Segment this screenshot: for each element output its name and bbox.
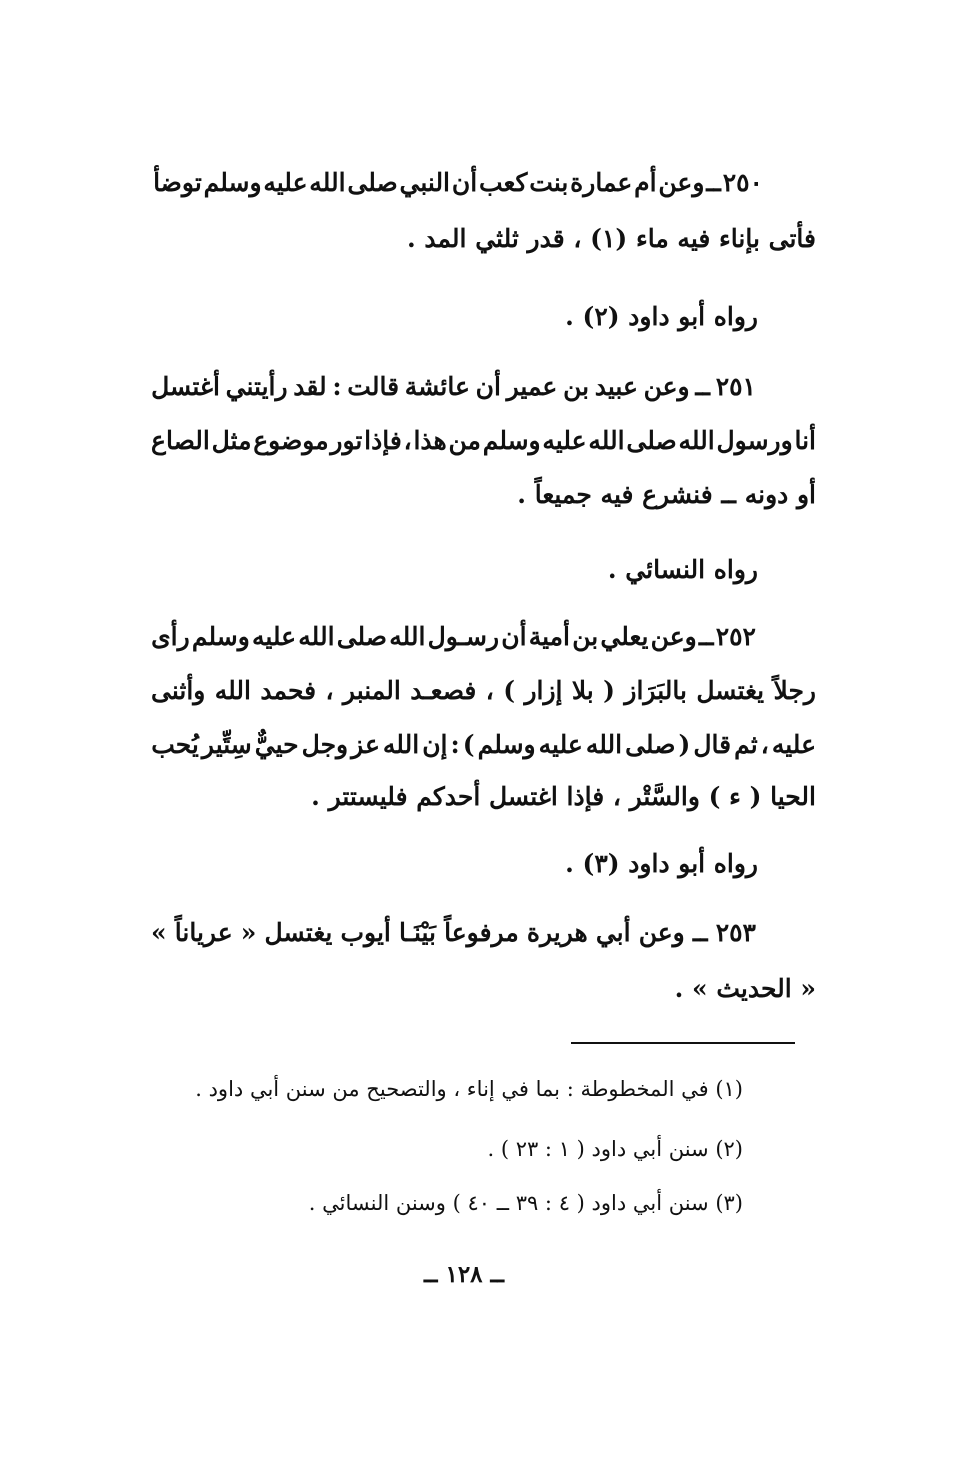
- word: عمير: [506, 372, 558, 401]
- word: المنبر: [342, 676, 401, 705]
- word: ): [462, 730, 475, 759]
- hadith-252-line-4: الحيا ( ء ) والسَّتْر ، فإذا اغتسل أحدكم فليستتر .: [311, 782, 816, 811]
- word: عليه: [263, 168, 308, 197]
- word: الله: [298, 622, 335, 651]
- word: حييٌّ: [254, 730, 299, 759]
- word: وسلم: [482, 426, 541, 455]
- hadith-252-line-3: [151, 728, 816, 762]
- word: ٢٥٣: [715, 918, 756, 947]
- word: الله: [309, 168, 346, 197]
- page-number: ــ ١٢٨ ــ: [423, 1261, 505, 1288]
- footnote-separator: [571, 1042, 795, 1044]
- word: عليه: [771, 730, 816, 759]
- word: أم: [634, 168, 657, 197]
- word: مثل: [211, 426, 252, 455]
- word: عليه: [251, 622, 297, 651]
- word: وجل: [301, 730, 349, 759]
- word: أن: [475, 372, 501, 401]
- word: »: [151, 918, 167, 947]
- word: وعن: [650, 622, 697, 651]
- word: قالت: [347, 372, 400, 401]
- word: (: [603, 676, 615, 705]
- word: توضأ: [153, 168, 202, 197]
- word: ثم: [734, 730, 758, 759]
- word: الله: [389, 622, 426, 651]
- hadith-251-source: رواه النسائي .: [607, 555, 758, 584]
- word: وسلم: [191, 622, 250, 651]
- word: ــ: [698, 622, 714, 651]
- footnote-2: (٢) سنن أبي داود ( ١ : ٢٣ ) .: [487, 1137, 743, 1161]
- word: عليه: [542, 426, 587, 455]
- word: تور: [330, 426, 363, 455]
- word: موضوع: [253, 426, 329, 455]
- word: عائشة: [404, 372, 470, 401]
- word: بالبَرَاز: [624, 676, 687, 705]
- word: ،: [325, 676, 334, 705]
- word: ): [503, 676, 516, 705]
- word: قال: [693, 730, 732, 759]
- word: عرياناً: [174, 918, 233, 947]
- word: الله: [382, 730, 420, 759]
- word: يعلي: [600, 622, 649, 651]
- word: وسلم: [477, 730, 536, 759]
- word: هريرة: [526, 918, 588, 947]
- word: أغتسل: [151, 372, 220, 401]
- hadith-253-line-1: [151, 916, 756, 950]
- word: عز: [351, 730, 380, 759]
- word: ــ: [706, 168, 721, 197]
- word: فإذا: [364, 426, 402, 455]
- hadith-251-line-3: أو دونه ــ فنشرع فيه جميعاً .: [517, 480, 816, 509]
- hadith-252-line-1: [151, 620, 756, 654]
- word: وعن: [658, 168, 705, 197]
- hadith-250-line-2: فأتى بإناء فيه ماء (١) ، قدر ثلثي المد .: [406, 224, 816, 253]
- word: الله: [214, 676, 251, 705]
- word: صلى: [347, 168, 398, 197]
- word: :: [450, 730, 460, 759]
- word: عمارة: [570, 168, 633, 197]
- word: صلى: [625, 730, 676, 759]
- word: النبي: [399, 168, 451, 197]
- word: يُحب: [151, 730, 199, 759]
- hadith-251-line-1: [151, 370, 756, 404]
- word: يغتسل: [264, 918, 333, 947]
- word: الله: [588, 426, 625, 455]
- word: أن: [451, 168, 478, 197]
- word: ٢٥١: [715, 372, 756, 401]
- word: يغتسل: [696, 676, 765, 705]
- word: أنا: [794, 426, 816, 455]
- hadith-252-line-2: [151, 674, 816, 708]
- word: ٢٥٢: [715, 622, 756, 651]
- word: ــ: [695, 372, 710, 401]
- word: صلى: [336, 622, 388, 651]
- footnote-1: (١) في المخطوطة : بما في إناء ، والتصحيح من سنن أبي داود .: [195, 1077, 743, 1101]
- word: بلا: [571, 676, 594, 705]
- word: أن: [501, 622, 527, 651]
- hadith-250-line-1: [153, 166, 763, 200]
- word: إن: [422, 730, 448, 759]
- word: أبي: [595, 918, 631, 947]
- word: بنت: [529, 168, 569, 197]
- word: فصعـد: [410, 676, 477, 705]
- word: من: [448, 426, 481, 455]
- word: وأثنى: [151, 676, 206, 705]
- word: ،: [403, 426, 412, 455]
- word: عبيد: [594, 372, 638, 401]
- word: رسـول: [427, 622, 500, 651]
- word: «: [240, 918, 257, 947]
- word: ــ: [692, 918, 708, 947]
- word: عليه: [538, 730, 583, 759]
- word: بَيْنَـا: [399, 918, 436, 947]
- word: مرفوعاً: [444, 918, 519, 947]
- word: وعن: [643, 372, 690, 401]
- word: رجلاً: [773, 676, 816, 705]
- hadith-253-line-2: « الحديث » .: [674, 974, 816, 1003]
- word: ،: [760, 730, 769, 759]
- word: بن: [563, 372, 590, 401]
- word: أمية: [528, 622, 571, 651]
- word: ٢٥٠: [722, 168, 763, 197]
- word: :: [332, 372, 342, 401]
- word: ورسول: [716, 426, 793, 455]
- word: لقد: [293, 372, 327, 401]
- word: وعن: [638, 918, 685, 947]
- word: الله: [678, 426, 715, 455]
- word: الصاع: [151, 426, 210, 455]
- hadith-251-line-2: [151, 424, 816, 458]
- footnote-3: (٣) سنن أبي داود ( ٤ : ٣٩ ــ ٤٠ ) وسنن النسائي .: [308, 1191, 743, 1215]
- word: هذا: [413, 426, 447, 455]
- word: بن: [572, 622, 599, 651]
- word: أيوب: [340, 918, 391, 947]
- word: كعب: [478, 168, 528, 197]
- hadith-250-source: رواه أبو داود (٢) .: [565, 302, 758, 331]
- word: فحمد: [260, 676, 317, 705]
- word: ،: [485, 676, 494, 705]
- word: رأى: [151, 622, 190, 651]
- word: (: [678, 730, 691, 759]
- word: إزار: [524, 676, 563, 705]
- word: وسلم: [203, 168, 262, 197]
- word: سِتِّير: [201, 730, 252, 759]
- word: صلى: [626, 426, 677, 455]
- hadith-252-source: رواه أبو داود (٣) .: [565, 849, 758, 878]
- word: رأيتني: [225, 372, 288, 401]
- word: الله: [585, 730, 623, 759]
